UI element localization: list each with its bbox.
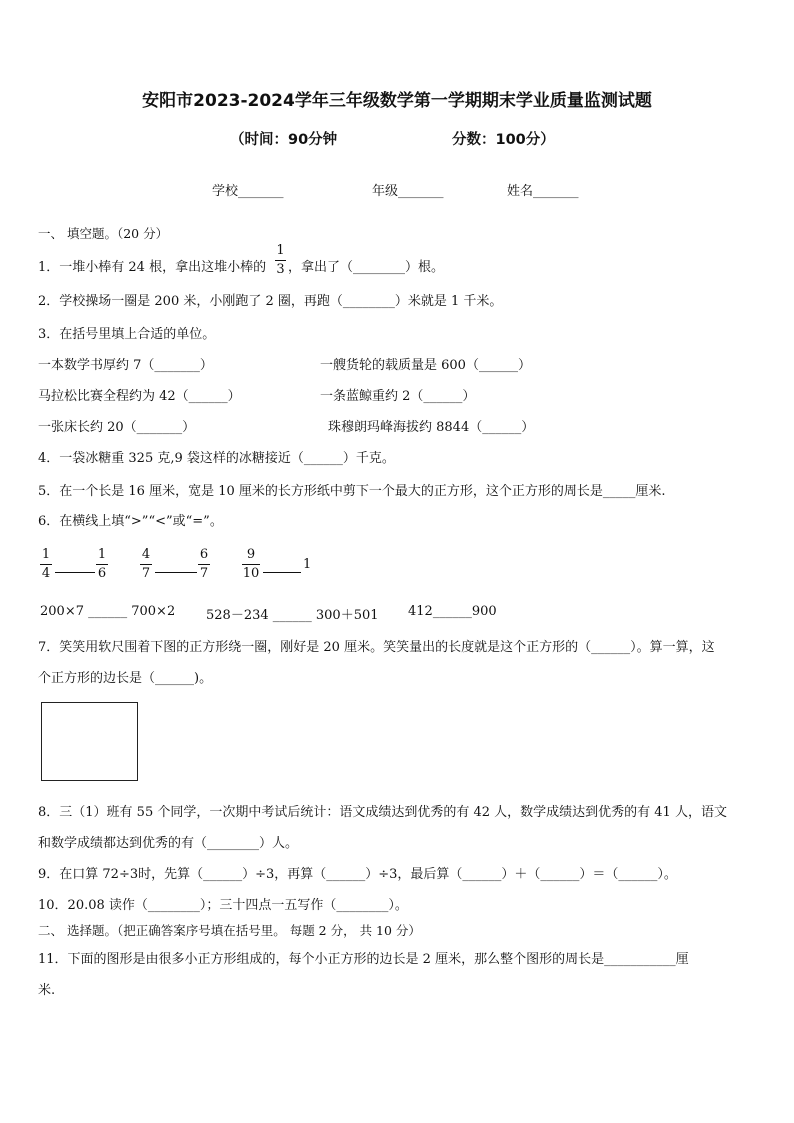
question-11-line2: 米. — [38, 983, 56, 998]
fraction — [140, 547, 152, 582]
fraction-denominator: 3 — [276, 262, 285, 277]
number-one: 1 — [303, 557, 312, 572]
comparison-expression: 200×7 ______ 700×2 — [40, 604, 176, 619]
square-figure — [41, 702, 138, 781]
answer-blank[interactable] — [263, 572, 301, 573]
fraction — [242, 547, 260, 582]
question-3-item: 一艘货轮的载质量是 600（______） — [320, 358, 531, 373]
question-1-part1: 1．一堆小棒有 24 根，拿出这堆小棒的 — [38, 260, 267, 275]
exam-time: （时间：90分钟 — [230, 132, 338, 148]
question-2: 2．学校操场一圈是 200 米，小刚跑了 2 圈，再跑（________）米就是 1 千米。 — [38, 294, 503, 309]
question-8-line1: 8．三（1）班有 55 个同学，一次期中考试后统计：语文成绩达到优秀的有 42 人，数学成绩达到优秀的有 41 人，语文 — [38, 805, 727, 820]
school-field: 学校_______ — [212, 184, 284, 199]
fraction-numerator: 1 — [41, 547, 51, 562]
fraction — [96, 547, 108, 582]
fraction — [198, 547, 210, 582]
fraction-numerator: 9 — [246, 547, 256, 562]
fraction-denominator: 10 — [242, 566, 260, 581]
fraction-numerator: 1 — [97, 547, 107, 562]
section-1-title: 一、 填空题。（20 分） — [38, 226, 169, 241]
section-2-title: 二、 选择题。（把正确答案序号填在括号里。 每题 2 分， 共 10 分） — [38, 923, 421, 938]
answer-blank[interactable] — [55, 572, 95, 573]
question-3-item: 一张床长约 20（_______） — [38, 420, 196, 435]
question-1-part2: ，拿出了（________）根。 — [288, 260, 445, 275]
question-9: 9．在口算 72÷3时，先算（______）÷3，再算（______）÷3，最后算（______）＋（______）＝（______）。 — [38, 867, 677, 882]
exam-score: 分数：100分） — [452, 132, 555, 148]
fraction-numerator: 6 — [199, 547, 209, 562]
question-7-line2: 个正方形的边长是（______)。 — [38, 671, 213, 686]
question-3-item: 一本数学书厚约 7（_______） — [38, 358, 213, 373]
question-4: 4．一袋冰糖重 325 克,9 袋这样的冰糖接近（______）千克。 — [38, 451, 395, 466]
fraction-numerator: 1 — [276, 243, 285, 258]
fraction-numerator: 4 — [141, 547, 151, 562]
page-title: 安阳市2023-2024学年三年级数学第一学期期末学业质量监测试题 — [142, 91, 652, 111]
fraction-denominator: 4 — [41, 566, 51, 581]
name-field: 姓名_______ — [507, 184, 579, 199]
question-11-line1: 11．下面的图形是由很多小正方形组成的，每个小正方形的边长是 2 厘米，那么整个图形的周长是___________厘 — [38, 952, 689, 967]
question-3-item: 珠穆朗玛峰海拔约 8844（______） — [328, 420, 535, 435]
question-3-stem: 3．在括号里填上合适的单位。 — [38, 327, 216, 342]
fraction-denominator: 7 — [141, 566, 151, 581]
question-8-line2: 和数学成绩都达到优秀的有（________）人。 — [38, 836, 299, 851]
comparison-expression: 412______900 — [408, 604, 497, 619]
question-7-line1: 7．笑笑用软尺围着下图的正方形绕一圈，刚好是 20 厘米。笑笑量出的长度就是这个正方形的（______）。算一算，这 — [38, 640, 715, 655]
fraction — [40, 547, 52, 582]
question-3-item: 一条蓝鲸重约 2（______） — [320, 389, 476, 404]
question-5: 5．在一个长是 16 厘米，宽是 10 厘米的长方形纸中剪下一个最大的正方形，这个正方形的周长是_____厘米. — [38, 484, 666, 499]
question-10: 10．20.08 读作（________）；三十四点一五写作（________）。 — [38, 898, 408, 913]
question-3-item: 马拉松比赛全程约为 42（______） — [38, 389, 241, 404]
answer-blank[interactable] — [155, 572, 197, 573]
grade-field: 年级_______ — [372, 184, 444, 199]
question-1-fraction — [275, 243, 286, 278]
fraction-denominator: 6 — [97, 566, 107, 581]
question-6-stem: 6．在横线上填“>”“<”或“=”。 — [38, 514, 223, 529]
fraction-denominator: 7 — [199, 566, 209, 581]
comparison-expression: 528－234 ______ 300＋501 — [206, 608, 379, 623]
